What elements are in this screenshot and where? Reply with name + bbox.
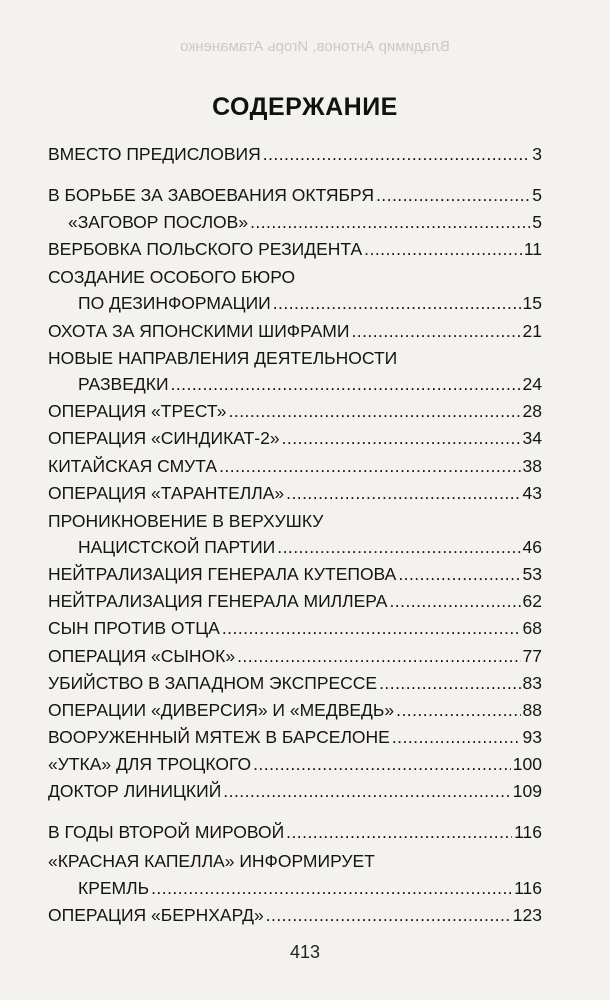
toc-entry-page: 68 (522, 618, 542, 638)
toc-entry-page: 15 (522, 293, 542, 313)
toc-entry-title: ОПЕРАЦИЯ «СЫНОК» (48, 646, 236, 666)
toc-entry (48, 671, 542, 695)
toc-entry-title: ОПЕРАЦИЯ «ТАРАНТЕЛЛА» (48, 483, 285, 503)
toc-entry-page: 53 (522, 564, 542, 584)
toc-entry-page: 46 (522, 537, 542, 557)
leader-dots (286, 820, 512, 844)
toc-entry-title-cont: ПО ДЕЗИНФОРМАЦИИ (78, 293, 271, 313)
leader-dots (398, 562, 520, 586)
toc-entry-title-cont: РАЗВЕДКИ (78, 374, 169, 394)
toc-entry-page: 3 (532, 144, 542, 164)
toc-entry-title: В БОРЬБЕ ЗА ЗАВОЕВАНИЯ ОКТЯБРЯ (48, 185, 374, 205)
toc-entry-title: НОВЫЕ НАПРАВЛЕНИЯ ДЕЯТЕЛЬНОСТИ (48, 348, 398, 368)
leader-dots (396, 698, 520, 722)
toc-entry-page: 28 (522, 401, 542, 421)
leader-dots (219, 454, 520, 478)
leader-dots (222, 616, 521, 640)
toc-entry (48, 142, 542, 166)
toc-entry-title: КИТАЙСКАЯ СМУТА (48, 456, 218, 476)
toc-entry-title-cont: КРЕМЛЬ (78, 878, 150, 898)
toc-entry (48, 319, 542, 343)
toc-entry (48, 426, 542, 450)
toc-entry-page: 123 (512, 905, 542, 925)
toc-entry (48, 589, 542, 613)
toc-entry-title: «КРАСНАЯ КАПЕЛЛА» ИНФОРМИРУЕТ (48, 851, 375, 871)
toc-entry-title: ВМЕСТО ПРЕДИСЛОВИЯ (48, 144, 261, 164)
toc-entry (68, 210, 542, 234)
leader-dots (282, 426, 521, 450)
leader-dots (351, 319, 520, 343)
toc-entry-page: 88 (522, 700, 542, 720)
leader-dots (250, 210, 530, 234)
toc-entry-title: ПРОНИКНОВЕНИЕ В ВЕРХУШКУ (48, 511, 324, 531)
toc-entry-title: ВООРУЖЕННЫЙ МЯТЕЖ В БАРСЕЛОНЕ (48, 727, 390, 747)
leader-dots (364, 237, 522, 261)
toc-entry-title: ДОКТОР ЛИНИЦКИЙ (48, 781, 222, 801)
toc-entry-title: ОПЕРАЦИИ «ДИВЕРСИЯ» И «МЕДВЕДЬ» (48, 700, 395, 720)
leader-dots (171, 372, 521, 396)
toc-entry-page: 93 (522, 727, 542, 747)
toc-entry-title: ОПЕРАЦИЯ «БЕРНХАРД» (48, 905, 264, 925)
page-number: 413 (289, 942, 321, 962)
toc-entry-page: 83 (522, 673, 542, 693)
toc-entry (48, 779, 542, 803)
toc-entry-page: 11 (523, 239, 542, 259)
toc-entry-page: 24 (522, 374, 542, 394)
toc-entry (48, 237, 542, 261)
toc-entry-title: СЫН ПРОТИВ ОТЦА (48, 618, 220, 638)
toc-entry-page: 5 (532, 185, 542, 205)
toc-entry (78, 291, 542, 315)
leader-dots (392, 725, 521, 749)
toc-entry (48, 399, 542, 423)
toc-entry-page: 62 (522, 591, 542, 611)
toc-entry-page: 43 (522, 483, 542, 503)
toc-entry-title: ОХОТА ЗА ЯПОНСКИМИ ШИФРАМИ (48, 321, 350, 341)
toc-entry (48, 644, 542, 668)
leader-dots (277, 535, 520, 559)
leader-dots (273, 291, 521, 315)
toc-entry (48, 481, 542, 505)
running-head-bleedthrough: Владимир Антонов, Игорь Атаманенко (180, 38, 450, 55)
leader-dots (266, 903, 511, 927)
toc-entry (78, 876, 542, 900)
leader-dots (379, 671, 520, 695)
toc-entry (48, 698, 542, 722)
leader-dots (286, 481, 520, 505)
toc-entry-page: 116 (514, 822, 542, 842)
leader-dots (389, 589, 520, 613)
toc-entry-title-cont: НАЦИСТСКОЙ ПАРТИИ (78, 537, 276, 557)
toc-entry-title: НЕЙТРАЛИЗАЦИЯ ГЕНЕРАЛА КУТЕПОВА (48, 564, 397, 584)
page-title: СОДЕРЖАНИЕ (212, 93, 398, 121)
leader-dots (151, 876, 512, 900)
toc-entry-page: 77 (522, 646, 542, 666)
toc-entry-title: ОПЕРАЦИЯ «СИНДИКАТ-2» (48, 428, 280, 448)
toc-entry-title: ВЕРБОВКА ПОЛЬСКОГО РЕЗИДЕНТА (48, 239, 363, 259)
toc-entry (48, 820, 542, 844)
toc-entry-page: 109 (512, 781, 542, 801)
toc-entry (78, 372, 542, 396)
toc-entry-title: УБИЙСТВО В ЗАПАДНОМ ЭКСПРЕССЕ (48, 673, 378, 693)
toc-entry (48, 752, 542, 776)
toc-entry-title: ОПЕРАЦИЯ «ТРЕСТ» (48, 401, 227, 421)
toc-entry (48, 725, 542, 749)
leader-dots (223, 779, 511, 803)
toc-entry-page: 38 (522, 456, 542, 476)
toc-entry (48, 562, 542, 586)
toc-entry (48, 183, 542, 207)
leader-dots (237, 644, 520, 668)
toc-entry-page: 116 (514, 878, 542, 898)
toc-entry-page: 34 (522, 428, 542, 448)
leader-dots (253, 752, 511, 776)
leader-dots (263, 142, 531, 166)
toc-entry-page: 21 (522, 321, 542, 341)
toc-entry-title: В ГОДЫ ВТОРОЙ МИРОВОЙ (48, 822, 285, 842)
toc-entry-title: «УТКА» ДЛЯ ТРОЦКОГО (48, 754, 252, 774)
toc-entry-page: 100 (512, 754, 542, 774)
toc-entry-title: «ЗАГОВОР ПОСЛОВ» (68, 212, 249, 232)
toc-entry (48, 903, 542, 927)
leader-dots (376, 183, 530, 207)
leader-dots (229, 399, 521, 423)
toc-entry-title: СОЗДАНИЕ ОСОБОГО БЮРО (48, 267, 296, 287)
toc-entry-page: 5 (532, 212, 542, 232)
toc-entry-title: НЕЙТРАЛИЗАЦИЯ ГЕНЕРАЛА МИЛЛЕРА (48, 591, 388, 611)
toc-entry (48, 454, 542, 478)
toc-entry (48, 616, 542, 640)
toc-entry (78, 535, 542, 559)
